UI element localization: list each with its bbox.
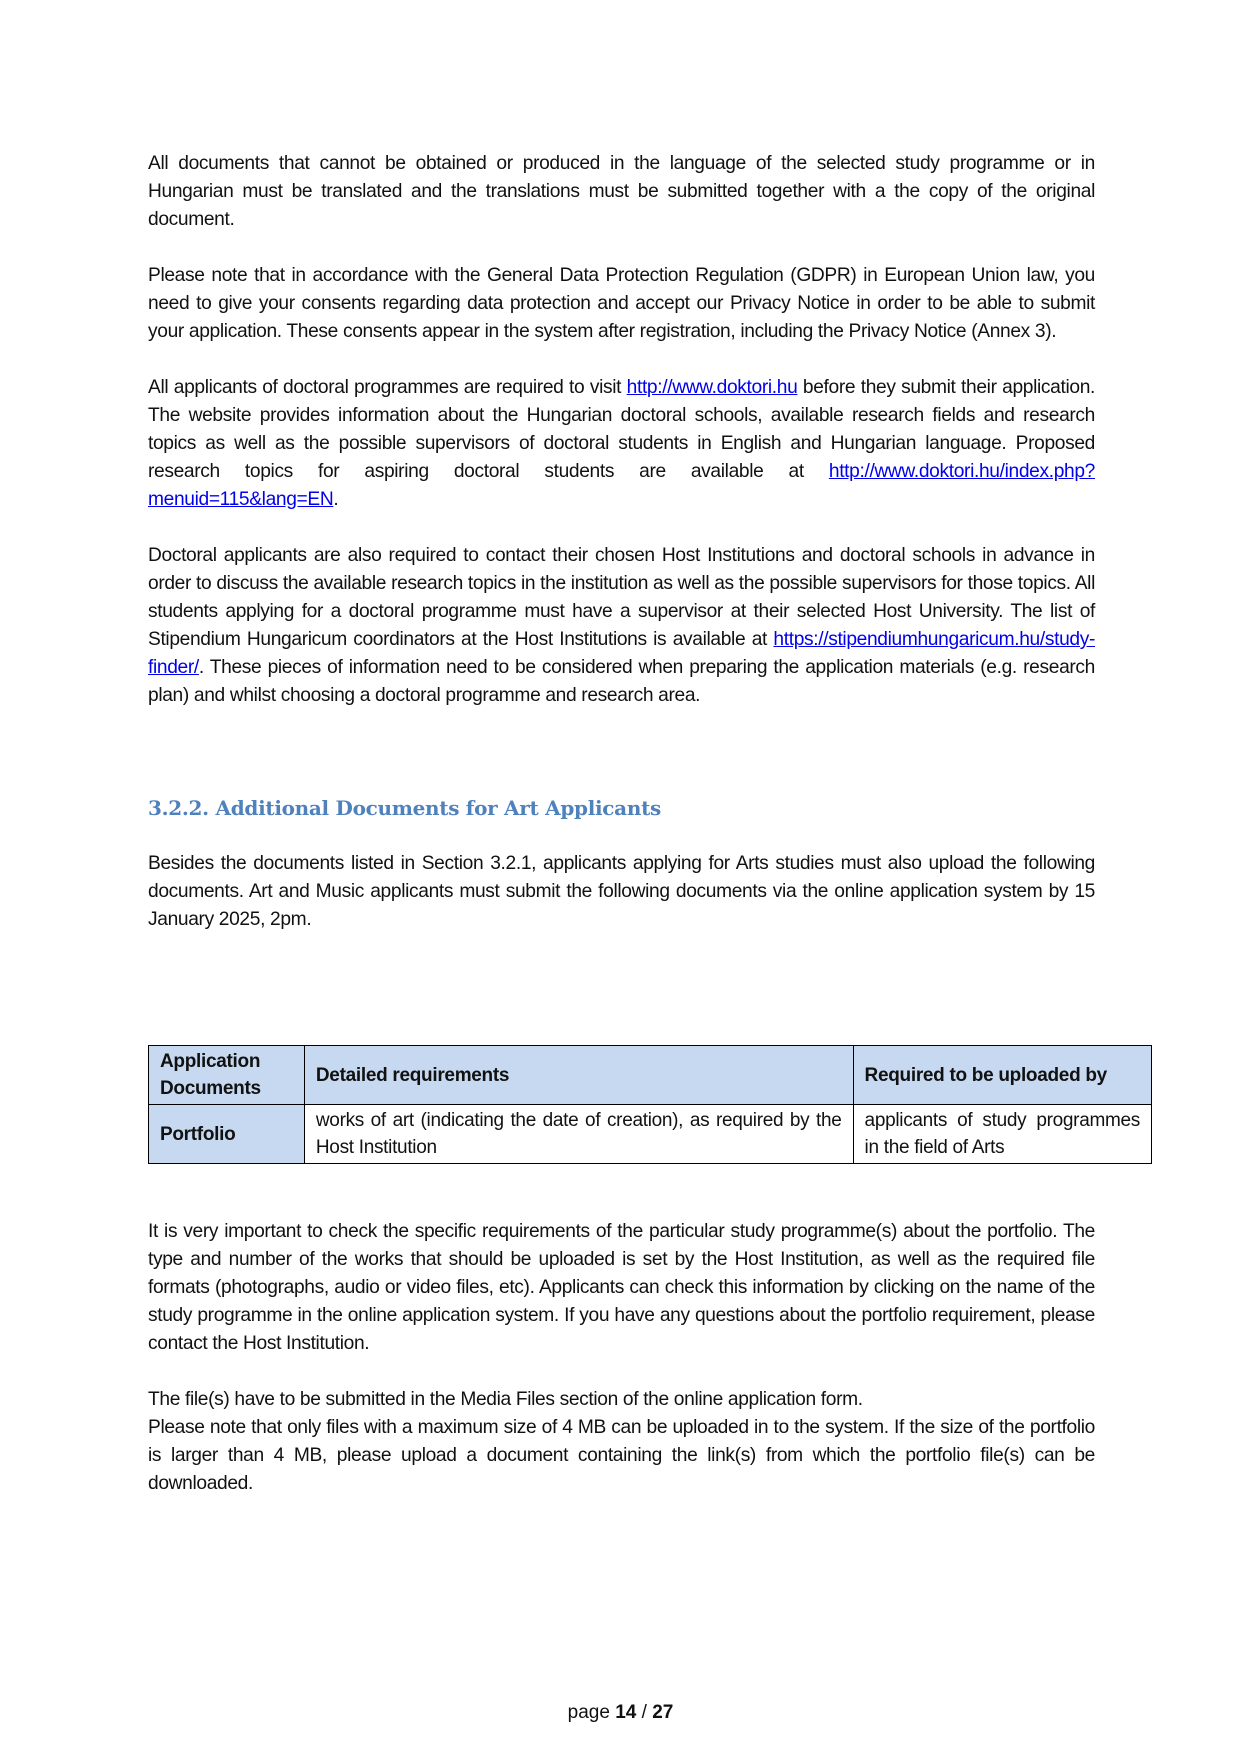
page-prefix: page bbox=[567, 1702, 616, 1723]
text-segment: All applicants of doctoral programmes are required to visit bbox=[148, 377, 627, 398]
page-current: 14 bbox=[615, 1702, 637, 1723]
text-segment: Doctoral applicants are also required to contact their chosen Host Institutions and doctoral schools in advance in order to discuss the available research topics in the institution as well as the possible supervisors for those topics. All students applying for a doctoral programme must have a supervisor at their selected Host University. The list of Stipendium Hungaricum coordinators at the Host Institutions is available at bbox=[148, 545, 1095, 650]
paragraph-contact-host bbox=[148, 542, 1095, 710]
paragraph-translation-requirement: All documents that cannot be obtained or produced in the language of the selected study programme or in Hungarian must be translated and the translations must be submitted together with a the copy of the original document. bbox=[148, 153, 1095, 230]
portfolio-notes bbox=[148, 1218, 1095, 1498]
paragraph-gdpr-notice: Please note that in accordance with the General Data Protection Regulation (GDPR) in European Union law, you need to give your consents regarding data protection and accept our Privacy Notice in order to be able to submit your application. These consents appear in the system after registration, including the Privacy Notice (Annex 3). bbox=[148, 265, 1095, 342]
requirements-table bbox=[148, 1045, 1152, 1164]
paragraph-doktori-info bbox=[148, 374, 1095, 514]
header-required-by: Required to be uploaded by bbox=[853, 1046, 1151, 1105]
cell-document: Portfolio bbox=[149, 1105, 305, 1164]
header-detailed-requirements: Detailed requirements bbox=[304, 1046, 853, 1105]
paragraph-portfolio-requirements: It is very important to check the specific requirements of the particular study programme(s) about the portfolio. The type and number of the works that should be uploaded is set by the Host Institution, as well as the required file formats (photographs, audio or video files, etc). Applicants can check this information by clicking on the name of the study programme in the online application system. If you have any questions about the portfolio requirement, please contact the Host Institution. bbox=[148, 1221, 1095, 1354]
paragraph-file-size: Please note that only files with a maximum size of 4 MB can be uploaded in to the system. If the size of the portfolio is larger than 4 MB, please upload a document containing the link(s) from which the portfolio file(s) can be downloaded. bbox=[148, 1417, 1095, 1494]
section-intro: Besides the documents listed in Section 3.2.1, applicants applying for Arts studies must also upload the following documents. Art and Music applicants must submit the following documents via the online application system by 15 January 2025, 2pm. bbox=[148, 853, 1095, 930]
text-segment: . bbox=[333, 489, 339, 510]
doktori-research-topics-link[interactable]: http://www.doktori.hu/index.php?menuid=115&lang=EN bbox=[148, 461, 1095, 510]
text-segment: before they submit their application. The website provides information about the Hungarian doctoral schools, available research fields and research topics as well as the possible supervisors of doctoral students in English and Hungarian language. Proposed research topics for aspiring doctoral students are available at bbox=[148, 377, 1096, 482]
paragraph-media-files: The file(s) have to be submitted in the Media Files section of the online application form. bbox=[148, 1389, 863, 1410]
section-heading: 3.2.2. Additional Documents for Art Applicants bbox=[148, 796, 661, 820]
study-finder-link[interactable]: https://stipendiumhungaricum.hu/study-finder/ bbox=[148, 629, 1095, 678]
header-application-documents: Application Documents bbox=[149, 1046, 305, 1105]
page-footer bbox=[0, 1702, 1241, 1724]
page-total: 27 bbox=[652, 1702, 674, 1723]
table-row bbox=[149, 1105, 1152, 1164]
doktori-link[interactable]: http://www.doktori.hu bbox=[626, 377, 798, 398]
text-segment: . These pieces of information need to be considered when preparing the application materials (e.g. research plan) and whilst choosing a doctoral programme and research area. bbox=[148, 657, 1095, 706]
cell-requirements: works of art (indicating the date of creation), as required by the Host Institution bbox=[304, 1105, 853, 1164]
page-body bbox=[148, 150, 1095, 934]
cell-uploaded-by: applicants of study programmes in the field of Arts bbox=[853, 1105, 1151, 1164]
page-separator: / bbox=[636, 1702, 653, 1723]
table-header-row bbox=[149, 1046, 1152, 1105]
